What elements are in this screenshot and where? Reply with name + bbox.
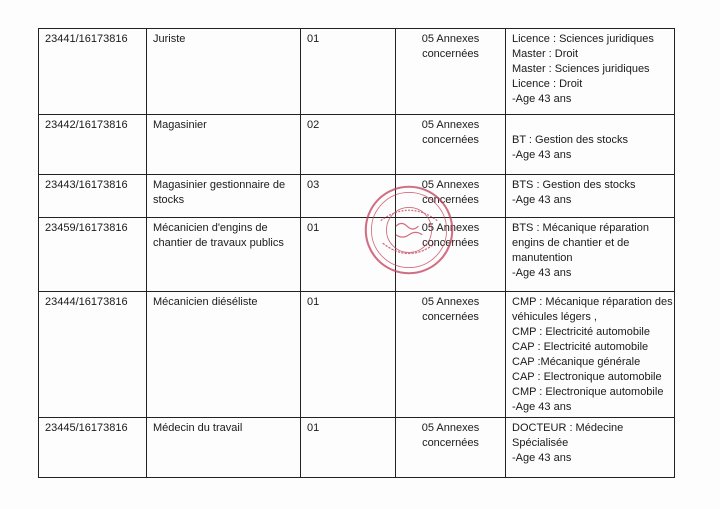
reference-cell: 23445/16173816 [39,418,147,478]
requirement-line: Master : Sciences juridiques [512,63,650,75]
requirement-line: -Age 43 ans [512,149,572,161]
reference-cell: 23444/16173816 [39,292,147,418]
requirement-line: véhicules légers , [512,311,597,323]
job-title-cell: Magasinier [147,115,301,175]
job-title-cell: Médecin du travail [147,418,301,478]
annexes-cell: 05 Annexes concernées [396,29,506,115]
positions-count-cell: 01 [301,218,396,292]
requirements-cell [506,292,675,418]
job-title-cell: Juriste [147,29,301,115]
requirements-cell [506,418,675,478]
table-row [39,292,675,418]
requirements-cell [506,115,675,175]
annexes-cell: 05 Annexes concernées [396,292,506,418]
requirement-line: BTS : Gestion des stocks [512,179,636,191]
requirement-line: Spécialisée [512,437,569,449]
requirements-cell [506,218,675,292]
requirement-line: CMP : Mécanique réparation des [512,296,673,308]
requirement-line: BTS : Mécanique réparation [512,222,649,234]
requirement-line: CMP : Electronique automobile [512,386,664,398]
reference-cell: 23443/16173816 [39,175,147,218]
requirement-line: DOCTEUR : Médecine [512,422,624,434]
positions-count-cell: 01 [301,418,396,478]
table-row [39,29,675,115]
table-row [39,115,675,175]
requirement-line: -Age 43 ans [512,267,572,279]
annexes-cell: 05 Annexes concernées [396,418,506,478]
requirements-spacer [512,118,668,133]
job-title-cell: Mécanicien diéséliste [147,292,301,418]
reference-cell: 23442/16173816 [39,115,147,175]
annexes-cell: 05 Annexes concernées [396,175,506,218]
positions-count-cell: 01 [301,29,396,115]
requirement-line: engins de chantier et de [512,237,630,249]
requirement-line: -Age 43 ans [512,452,572,464]
table-row [39,218,675,292]
job-offers-table [38,28,675,478]
reference-cell: 23459/16173816 [39,218,147,292]
positions-count-cell: 02 [301,115,396,175]
requirements-cell [506,175,675,218]
reference-cell: 23441/16173816 [39,29,147,115]
requirement-line: CAP : Electricité automobile [512,341,649,353]
requirement-line: Licence : Droit [512,78,583,90]
requirement-line: -Age 43 ans [512,194,572,206]
requirement-line: CAP :Mécanique générale [512,356,641,368]
annexes-cell: 05 Annexes concernées [396,115,506,175]
requirement-line: manutention [512,252,573,264]
requirement-line: Licence : Sciences juridiques [512,33,654,45]
table-row [39,418,675,478]
requirement-line: Master : Droit [512,48,579,60]
requirement-line: -Age 43 ans [512,401,572,413]
job-title-cell: Magasinier gestionnaire de stocks [147,175,301,218]
positions-count-cell: 01 [301,292,396,418]
table-row [39,175,675,218]
requirements-cell [506,29,675,115]
requirement-line: CAP : Electronique automobile [512,371,662,383]
requirement-line: -Age 43 ans [512,93,572,105]
positions-count-cell: 03 [301,175,396,218]
job-title-cell: Mécanicien d'engins de chantier de travaux publics [147,218,301,292]
requirement-line: CMP : Electricité automobile [512,326,650,338]
requirement-line: BT : Gestion des stocks [512,134,628,146]
annexes-cell: 05 Annexes concernées [396,218,506,292]
